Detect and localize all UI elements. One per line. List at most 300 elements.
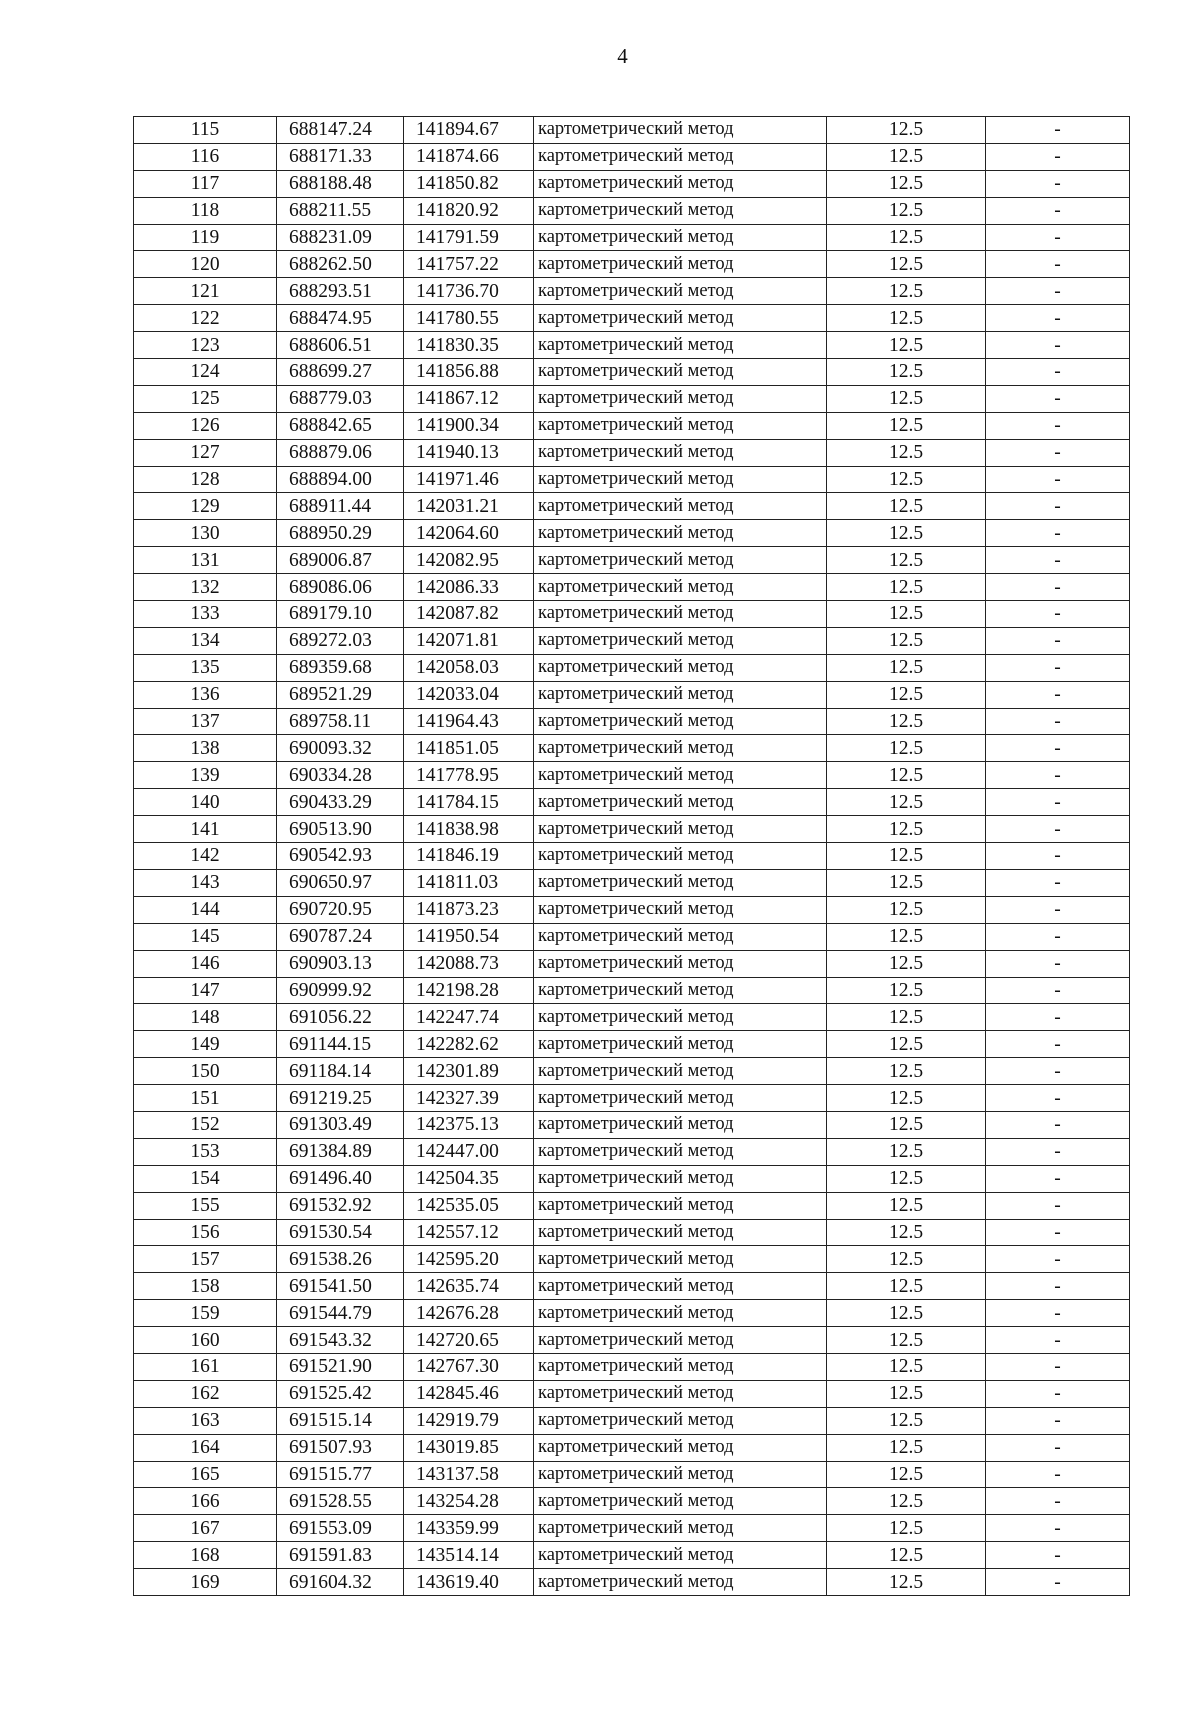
- description-cell: -: [986, 896, 1130, 923]
- x-coordinate-cell: 691591.83: [277, 1542, 404, 1569]
- point-number-cell: 126: [134, 412, 277, 439]
- x-coordinate-cell: 689758.11: [277, 708, 404, 735]
- description-cell: -: [986, 1515, 1130, 1542]
- method-cell: картометрический метод: [534, 1327, 827, 1354]
- y-coordinate-cell: 141784.15: [404, 789, 534, 816]
- table-row: [134, 466, 1130, 493]
- accuracy-cell: 12.5: [827, 520, 986, 547]
- x-coordinate-cell: 690720.95: [277, 896, 404, 923]
- accuracy-cell: 12.5: [827, 1031, 986, 1058]
- x-coordinate-cell: 690999.92: [277, 977, 404, 1004]
- description-cell: -: [986, 627, 1130, 654]
- description-cell: -: [986, 1031, 1130, 1058]
- table-row: [134, 923, 1130, 950]
- method-cell: картометрический метод: [534, 224, 827, 251]
- x-coordinate-cell: 690787.24: [277, 923, 404, 950]
- table-row: [134, 197, 1130, 224]
- table-row: [134, 735, 1130, 762]
- accuracy-cell: 12.5: [827, 681, 986, 708]
- accuracy-cell: 12.5: [827, 977, 986, 1004]
- table-row: [134, 1192, 1130, 1219]
- table-row: [134, 1300, 1130, 1327]
- point-number-cell: 153: [134, 1138, 277, 1165]
- accuracy-cell: 12.5: [827, 1138, 986, 1165]
- y-coordinate-cell: 142198.28: [404, 977, 534, 1004]
- y-coordinate-cell: 141971.46: [404, 466, 534, 493]
- method-cell: картометрический метод: [534, 305, 827, 332]
- y-coordinate-cell: 141873.23: [404, 896, 534, 923]
- table-row: [134, 1434, 1130, 1461]
- accuracy-cell: 12.5: [827, 896, 986, 923]
- method-cell: картометрический метод: [534, 359, 827, 386]
- method-cell: картометрический метод: [534, 143, 827, 170]
- table-row: [134, 1353, 1130, 1380]
- method-cell: картометрический метод: [534, 601, 827, 628]
- table-row: [134, 843, 1130, 870]
- x-coordinate-cell: 690334.28: [277, 762, 404, 789]
- point-number-cell: 161: [134, 1353, 277, 1380]
- method-cell: картометрический метод: [534, 1434, 827, 1461]
- description-cell: -: [986, 1273, 1130, 1300]
- point-number-cell: 147: [134, 977, 277, 1004]
- point-number-cell: 166: [134, 1488, 277, 1515]
- x-coordinate-cell: 691496.40: [277, 1165, 404, 1192]
- accuracy-cell: 12.5: [827, 1461, 986, 1488]
- y-coordinate-cell: 143514.14: [404, 1542, 534, 1569]
- y-coordinate-cell: 141820.92: [404, 197, 534, 224]
- point-number-cell: 129: [134, 493, 277, 520]
- method-cell: картометрический метод: [534, 1300, 827, 1327]
- description-cell: -: [986, 1138, 1130, 1165]
- accuracy-cell: 12.5: [827, 627, 986, 654]
- x-coordinate-cell: 691525.42: [277, 1380, 404, 1407]
- x-coordinate-cell: 690093.32: [277, 735, 404, 762]
- description-cell: -: [986, 278, 1130, 305]
- accuracy-cell: 12.5: [827, 1004, 986, 1031]
- x-coordinate-cell: 691528.55: [277, 1488, 404, 1515]
- table-row: [134, 520, 1130, 547]
- point-number-cell: 150: [134, 1058, 277, 1085]
- accuracy-cell: 12.5: [827, 1165, 986, 1192]
- table-row: [134, 708, 1130, 735]
- description-cell: -: [986, 923, 1130, 950]
- x-coordinate-cell: 691515.14: [277, 1407, 404, 1434]
- y-coordinate-cell: 142087.82: [404, 601, 534, 628]
- accuracy-cell: 12.5: [827, 170, 986, 197]
- table-row: [134, 1246, 1130, 1273]
- table-row: [134, 574, 1130, 601]
- x-coordinate-cell: 691544.79: [277, 1300, 404, 1327]
- point-number-cell: 143: [134, 869, 277, 896]
- page-number: 4: [617, 44, 628, 68]
- accuracy-cell: 12.5: [827, 869, 986, 896]
- description-cell: -: [986, 251, 1130, 278]
- x-coordinate-cell: 689272.03: [277, 627, 404, 654]
- point-number-cell: 145: [134, 923, 277, 950]
- y-coordinate-cell: 141838.98: [404, 816, 534, 843]
- point-number-cell: 151: [134, 1085, 277, 1112]
- method-cell: картометрический метод: [534, 923, 827, 950]
- point-number-cell: 139: [134, 762, 277, 789]
- accuracy-cell: 12.5: [827, 1353, 986, 1380]
- x-coordinate-cell: 690542.93: [277, 843, 404, 870]
- accuracy-cell: 12.5: [827, 1434, 986, 1461]
- method-cell: картометрический метод: [534, 385, 827, 412]
- table-row: [134, 977, 1130, 1004]
- method-cell: картометрический метод: [534, 1192, 827, 1219]
- accuracy-cell: 12.5: [827, 493, 986, 520]
- method-cell: картометрический метод: [534, 332, 827, 359]
- x-coordinate-cell: 691541.50: [277, 1273, 404, 1300]
- accuracy-cell: 12.5: [827, 789, 986, 816]
- table-row: [134, 359, 1130, 386]
- y-coordinate-cell: 142720.65: [404, 1327, 534, 1354]
- method-cell: картометрический метод: [534, 197, 827, 224]
- description-cell: -: [986, 869, 1130, 896]
- description-cell: -: [986, 547, 1130, 574]
- x-coordinate-cell: 691538.26: [277, 1246, 404, 1273]
- table-row: [134, 1058, 1130, 1085]
- y-coordinate-cell: 141940.13: [404, 439, 534, 466]
- accuracy-cell: 12.5: [827, 1488, 986, 1515]
- point-number-cell: 148: [134, 1004, 277, 1031]
- description-cell: -: [986, 1407, 1130, 1434]
- accuracy-cell: 12.5: [827, 1569, 986, 1596]
- table-row: [134, 117, 1130, 144]
- method-cell: картометрический метод: [534, 1058, 827, 1085]
- table-row: [134, 1085, 1130, 1112]
- table-row: [134, 1031, 1130, 1058]
- y-coordinate-cell: 141964.43: [404, 708, 534, 735]
- y-coordinate-cell: 141874.66: [404, 143, 534, 170]
- x-coordinate-cell: 688950.29: [277, 520, 404, 547]
- description-cell: -: [986, 466, 1130, 493]
- x-coordinate-cell: 691521.90: [277, 1353, 404, 1380]
- x-coordinate-cell: 688474.95: [277, 305, 404, 332]
- method-cell: картометрический метод: [534, 1488, 827, 1515]
- point-number-cell: 118: [134, 197, 277, 224]
- description-cell: -: [986, 412, 1130, 439]
- accuracy-cell: 12.5: [827, 1246, 986, 1273]
- y-coordinate-cell: 142504.35: [404, 1165, 534, 1192]
- table-row: [134, 1165, 1130, 1192]
- description-cell: -: [986, 574, 1130, 601]
- x-coordinate-cell: 688606.51: [277, 332, 404, 359]
- x-coordinate-cell: 691303.49: [277, 1111, 404, 1138]
- x-coordinate-cell: 688894.00: [277, 466, 404, 493]
- description-cell: -: [986, 977, 1130, 1004]
- description-cell: -: [986, 1085, 1130, 1112]
- y-coordinate-cell: 141830.35: [404, 332, 534, 359]
- method-cell: картометрический метод: [534, 439, 827, 466]
- point-number-cell: 157: [134, 1246, 277, 1273]
- accuracy-cell: 12.5: [827, 278, 986, 305]
- point-number-cell: 122: [134, 305, 277, 332]
- y-coordinate-cell: 142058.03: [404, 654, 534, 681]
- point-number-cell: 123: [134, 332, 277, 359]
- table-row: [134, 1380, 1130, 1407]
- x-coordinate-cell: 691184.14: [277, 1058, 404, 1085]
- x-coordinate-cell: 691144.15: [277, 1031, 404, 1058]
- table-row: [134, 1407, 1130, 1434]
- y-coordinate-cell: 143254.28: [404, 1488, 534, 1515]
- description-cell: -: [986, 170, 1130, 197]
- description-cell: -: [986, 816, 1130, 843]
- table-row: [134, 601, 1130, 628]
- point-number-cell: 117: [134, 170, 277, 197]
- point-number-cell: 124: [134, 359, 277, 386]
- description-cell: -: [986, 117, 1130, 144]
- table-row: [134, 816, 1130, 843]
- y-coordinate-cell: 142301.89: [404, 1058, 534, 1085]
- accuracy-cell: 12.5: [827, 708, 986, 735]
- table-row: [134, 332, 1130, 359]
- accuracy-cell: 12.5: [827, 1542, 986, 1569]
- description-cell: -: [986, 520, 1130, 547]
- x-coordinate-cell: 690433.29: [277, 789, 404, 816]
- accuracy-cell: 12.5: [827, 1273, 986, 1300]
- table-row: [134, 681, 1130, 708]
- description-cell: -: [986, 1353, 1130, 1380]
- point-number-cell: 131: [134, 547, 277, 574]
- method-cell: картометрический метод: [534, 1031, 827, 1058]
- method-cell: картометрический метод: [534, 1246, 827, 1273]
- description-cell: -: [986, 143, 1130, 170]
- method-cell: картометрический метод: [534, 654, 827, 681]
- y-coordinate-cell: 143019.85: [404, 1434, 534, 1461]
- x-coordinate-cell: 688171.33: [277, 143, 404, 170]
- accuracy-cell: 12.5: [827, 654, 986, 681]
- point-number-cell: 141: [134, 816, 277, 843]
- table-row: [134, 896, 1130, 923]
- point-number-cell: 142: [134, 843, 277, 870]
- method-cell: картометрический метод: [534, 1407, 827, 1434]
- y-coordinate-cell: 141780.55: [404, 305, 534, 332]
- table-row: [134, 1488, 1130, 1515]
- method-cell: картометрический метод: [534, 1380, 827, 1407]
- accuracy-cell: 12.5: [827, 412, 986, 439]
- x-coordinate-cell: 688842.65: [277, 412, 404, 439]
- table-row: [134, 224, 1130, 251]
- y-coordinate-cell: 142064.60: [404, 520, 534, 547]
- y-coordinate-cell: 141900.34: [404, 412, 534, 439]
- accuracy-cell: 12.5: [827, 224, 986, 251]
- y-coordinate-cell: 142082.95: [404, 547, 534, 574]
- accuracy-cell: 12.5: [827, 1300, 986, 1327]
- method-cell: картометрический метод: [534, 1542, 827, 1569]
- coordinates-table: [133, 116, 1130, 1596]
- method-cell: картометрический метод: [534, 251, 827, 278]
- accuracy-cell: 12.5: [827, 143, 986, 170]
- point-number-cell: 140: [134, 789, 277, 816]
- description-cell: -: [986, 493, 1130, 520]
- y-coordinate-cell: 141950.54: [404, 923, 534, 950]
- method-cell: картометрический метод: [534, 1353, 827, 1380]
- y-coordinate-cell: 143619.40: [404, 1569, 534, 1596]
- x-coordinate-cell: 690650.97: [277, 869, 404, 896]
- accuracy-cell: 12.5: [827, 1407, 986, 1434]
- description-cell: -: [986, 1111, 1130, 1138]
- point-number-cell: 134: [134, 627, 277, 654]
- method-cell: картометрический метод: [534, 466, 827, 493]
- table-row: [134, 278, 1130, 305]
- accuracy-cell: 12.5: [827, 1111, 986, 1138]
- accuracy-cell: 12.5: [827, 601, 986, 628]
- y-coordinate-cell: 141894.67: [404, 117, 534, 144]
- method-cell: картометрический метод: [534, 1461, 827, 1488]
- description-cell: -: [986, 1542, 1130, 1569]
- accuracy-cell: 12.5: [827, 439, 986, 466]
- point-number-cell: 120: [134, 251, 277, 278]
- method-cell: картометрический метод: [534, 762, 827, 789]
- y-coordinate-cell: 142767.30: [404, 1353, 534, 1380]
- accuracy-cell: 12.5: [827, 923, 986, 950]
- accuracy-cell: 12.5: [827, 1515, 986, 1542]
- method-cell: картометрический метод: [534, 869, 827, 896]
- x-coordinate-cell: 688188.48: [277, 170, 404, 197]
- accuracy-cell: 12.5: [827, 1380, 986, 1407]
- description-cell: -: [986, 439, 1130, 466]
- y-coordinate-cell: 142557.12: [404, 1219, 534, 1246]
- accuracy-cell: 12.5: [827, 305, 986, 332]
- x-coordinate-cell: 689359.68: [277, 654, 404, 681]
- description-cell: -: [986, 789, 1130, 816]
- table-row: [134, 412, 1130, 439]
- point-number-cell: 163: [134, 1407, 277, 1434]
- table-row: [134, 305, 1130, 332]
- description-cell: -: [986, 1569, 1130, 1596]
- accuracy-cell: 12.5: [827, 1058, 986, 1085]
- point-number-cell: 132: [134, 574, 277, 601]
- description-cell: -: [986, 1300, 1130, 1327]
- x-coordinate-cell: 688211.55: [277, 197, 404, 224]
- table-row: [134, 1542, 1130, 1569]
- y-coordinate-cell: 141811.03: [404, 869, 534, 896]
- table-row: [134, 439, 1130, 466]
- x-coordinate-cell: 688699.27: [277, 359, 404, 386]
- x-coordinate-cell: 688779.03: [277, 385, 404, 412]
- description-cell: -: [986, 681, 1130, 708]
- x-coordinate-cell: 690903.13: [277, 950, 404, 977]
- y-coordinate-cell: 142635.74: [404, 1273, 534, 1300]
- method-cell: картометрический метод: [534, 735, 827, 762]
- y-coordinate-cell: 142447.00: [404, 1138, 534, 1165]
- x-coordinate-cell: 688147.24: [277, 117, 404, 144]
- point-number-cell: 133: [134, 601, 277, 628]
- description-cell: -: [986, 359, 1130, 386]
- method-cell: картометрический метод: [534, 1004, 827, 1031]
- table-row: [134, 1461, 1130, 1488]
- x-coordinate-cell: 691532.92: [277, 1192, 404, 1219]
- accuracy-cell: 12.5: [827, 1192, 986, 1219]
- point-number-cell: 158: [134, 1273, 277, 1300]
- method-cell: картометрический метод: [534, 1165, 827, 1192]
- description-cell: -: [986, 601, 1130, 628]
- y-coordinate-cell: 142088.73: [404, 950, 534, 977]
- description-cell: -: [986, 1004, 1130, 1031]
- description-cell: -: [986, 1434, 1130, 1461]
- description-cell: -: [986, 1058, 1130, 1085]
- accuracy-cell: 12.5: [827, 1327, 986, 1354]
- accuracy-cell: 12.5: [827, 332, 986, 359]
- x-coordinate-cell: 688293.51: [277, 278, 404, 305]
- x-coordinate-cell: 691219.25: [277, 1085, 404, 1112]
- description-cell: -: [986, 1461, 1130, 1488]
- table-row: [134, 547, 1130, 574]
- method-cell: картометрический метод: [534, 816, 827, 843]
- y-coordinate-cell: 142595.20: [404, 1246, 534, 1273]
- method-cell: картометрический метод: [534, 1219, 827, 1246]
- y-coordinate-cell: 142033.04: [404, 681, 534, 708]
- accuracy-cell: 12.5: [827, 1085, 986, 1112]
- point-number-cell: 128: [134, 466, 277, 493]
- x-coordinate-cell: 689521.29: [277, 681, 404, 708]
- table-row: [134, 1327, 1130, 1354]
- description-cell: -: [986, 654, 1130, 681]
- x-coordinate-cell: 691384.89: [277, 1138, 404, 1165]
- point-number-cell: 156: [134, 1219, 277, 1246]
- method-cell: картометрический метод: [534, 1273, 827, 1300]
- y-coordinate-cell: 142919.79: [404, 1407, 534, 1434]
- point-number-cell: 119: [134, 224, 277, 251]
- description-cell: -: [986, 735, 1130, 762]
- y-coordinate-cell: 142282.62: [404, 1031, 534, 1058]
- method-cell: картометрический метод: [534, 493, 827, 520]
- method-cell: картометрический метод: [534, 1569, 827, 1596]
- accuracy-cell: 12.5: [827, 251, 986, 278]
- method-cell: картометрический метод: [534, 117, 827, 144]
- point-number-cell: 155: [134, 1192, 277, 1219]
- point-number-cell: 125: [134, 385, 277, 412]
- y-coordinate-cell: 141851.05: [404, 735, 534, 762]
- description-cell: -: [986, 224, 1130, 251]
- description-cell: -: [986, 1327, 1130, 1354]
- y-coordinate-cell: 142086.33: [404, 574, 534, 601]
- point-number-cell: 160: [134, 1327, 277, 1354]
- x-coordinate-cell: 691604.32: [277, 1569, 404, 1596]
- y-coordinate-cell: 141778.95: [404, 762, 534, 789]
- method-cell: картометрический метод: [534, 574, 827, 601]
- point-number-cell: 162: [134, 1380, 277, 1407]
- description-cell: -: [986, 1380, 1130, 1407]
- method-cell: картометрический метод: [534, 1111, 827, 1138]
- y-coordinate-cell: 142071.81: [404, 627, 534, 654]
- x-coordinate-cell: 688262.50: [277, 251, 404, 278]
- method-cell: картометрический метод: [534, 170, 827, 197]
- y-coordinate-cell: 141846.19: [404, 843, 534, 870]
- accuracy-cell: 12.5: [827, 574, 986, 601]
- y-coordinate-cell: 141867.12: [404, 385, 534, 412]
- method-cell: картометрический метод: [534, 789, 827, 816]
- y-coordinate-cell: 141736.70: [404, 278, 534, 305]
- point-number-cell: 127: [134, 439, 277, 466]
- method-cell: картометрический метод: [534, 1138, 827, 1165]
- method-cell: картометрический метод: [534, 278, 827, 305]
- x-coordinate-cell: 691507.93: [277, 1434, 404, 1461]
- point-number-cell: 115: [134, 117, 277, 144]
- y-coordinate-cell: 142327.39: [404, 1085, 534, 1112]
- point-number-cell: 149: [134, 1031, 277, 1058]
- method-cell: картометрический метод: [534, 896, 827, 923]
- y-coordinate-cell: 142535.05: [404, 1192, 534, 1219]
- accuracy-cell: 12.5: [827, 117, 986, 144]
- x-coordinate-cell: 688911.44: [277, 493, 404, 520]
- method-cell: картометрический метод: [534, 520, 827, 547]
- description-cell: -: [986, 385, 1130, 412]
- description-cell: -: [986, 1246, 1130, 1273]
- x-coordinate-cell: 689086.06: [277, 574, 404, 601]
- method-cell: картометрический метод: [534, 681, 827, 708]
